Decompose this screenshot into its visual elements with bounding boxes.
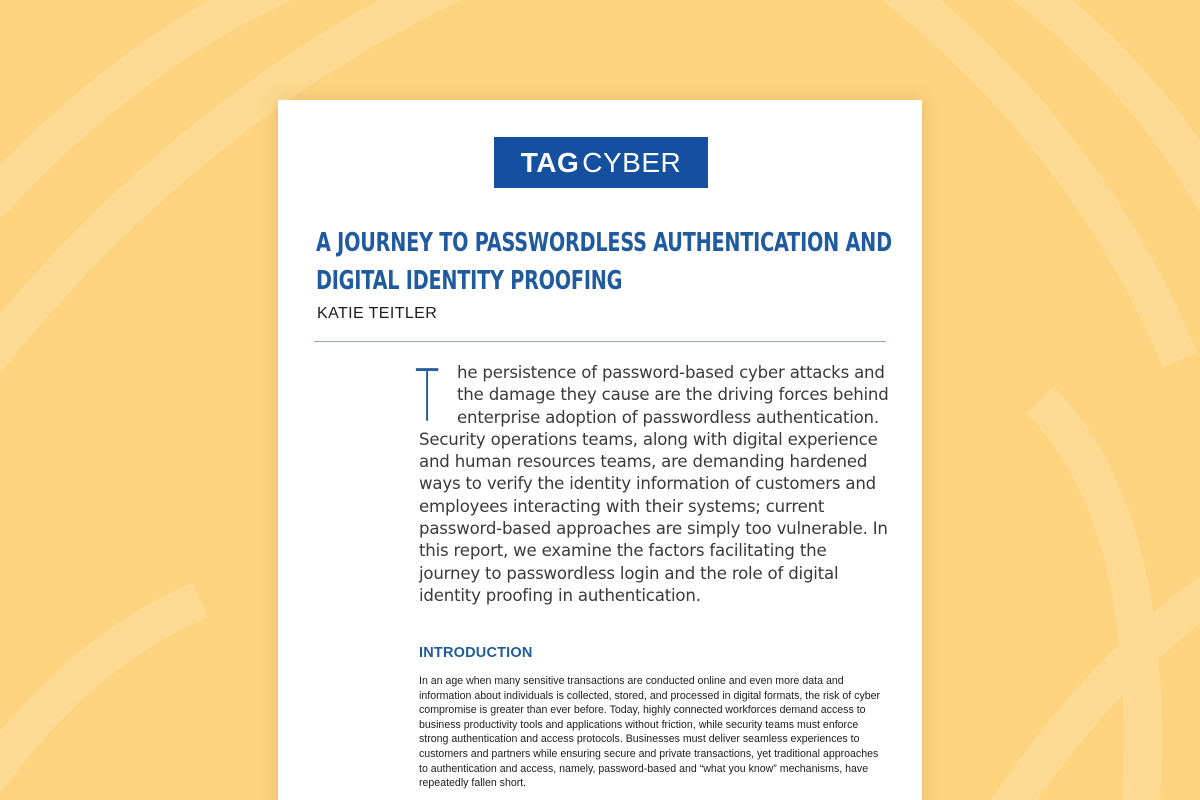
- tag-cyber-logo: [494, 137, 708, 188]
- title-divider: [314, 341, 886, 342]
- lead-text: he persistence of password-based cyber attacks and the damage they cause are the driving forces behind enterprise adoption of passwordless authentication. Security operations teams, along with digital experience and human resources teams, are demanding hardened ways to verify the identity information of customers and employees interacting with their systems; current password-based approaches are simply too vulnerable. In this report, we examine the factors facilitating the journey to passwordless login and the role of digital identity proofing in authentication.: [419, 363, 889, 605]
- introduction-body-text: In an age when many sensitive transactions are conducted online and even more data and information about individuals is collected, stored, and processed in digital formats, the risk of cyber compromise is greater than ever before. Today, highly connected workforces demand access to business productivity tools and applications without friction, while security teams must enforce strong authentication and access protocols. Businesses must deliver seamless experiences to customers and partners while ensuring secure and private transactions, yet traditional approaches to authentication and access, namely, password-based and “what you know” mechanisms, have repeatedly fallen short.: [419, 675, 881, 790]
- section-heading-introduction: INTRODUCTION: [419, 645, 533, 661]
- drop-cap: T: [415, 354, 440, 438]
- logo-cyber-text: CYBER: [582, 146, 682, 178]
- document-title: A JOURNEY TO PASSWORDLESS AUTHENTICATION AND DIGITAL IDENTITY PROOFING: [316, 228, 892, 296]
- logo-tag-text: TAG: [520, 146, 580, 178]
- lead-paragraph: [415, 354, 889, 607]
- document-author: KATIE TEITLER: [317, 305, 438, 322]
- document-page: [278, 100, 922, 800]
